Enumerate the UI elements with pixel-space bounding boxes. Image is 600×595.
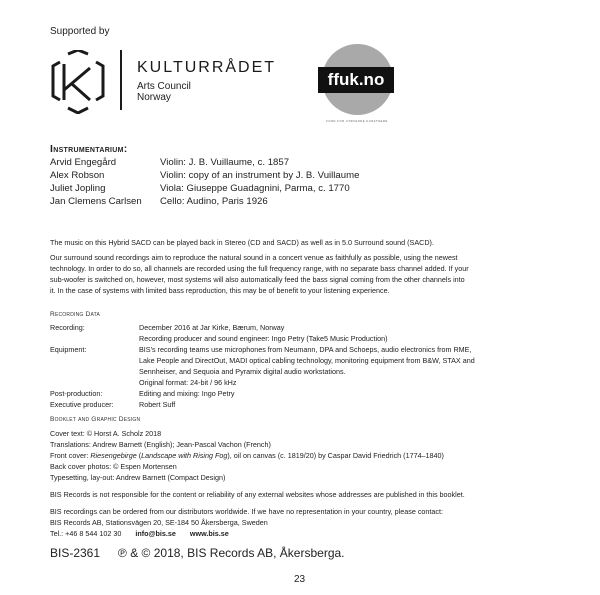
recording-row: [50, 399, 570, 410]
row-value: Robert Suff: [139, 400, 176, 409]
instrument-row: [50, 156, 290, 169]
instrument: Cello: Audino, Paris 1926: [160, 196, 268, 207]
disclaimer: BIS Records is not responsible for the content or reliability of any external websites whose addresses are published in this booklet.: [50, 490, 465, 499]
contact-website[interactable]: www.bis.se: [189, 529, 229, 538]
supported-by-label: Supported by: [50, 26, 110, 37]
player-name: Alex Robson: [50, 170, 105, 181]
player-name: Jan Clemens Carlsen: [50, 196, 142, 207]
ffuk-tagline: FOND FOR UTØVENDE KUNSTNERE: [326, 120, 388, 123]
recording-data-table: [50, 322, 570, 410]
recording-row: [50, 322, 570, 344]
front-cover-prefix: Front cover:: [50, 451, 91, 460]
copyright: ℗ & © 2018, BIS Records AB, Åkersberga.: [118, 546, 345, 560]
row-label: Recording:: [50, 323, 85, 332]
back-cover-credit: Back cover photos: © Espen Mortensen: [50, 462, 177, 471]
booklet-credits: [50, 428, 444, 483]
row-value: Original format: 24-bit / 96 kHz: [139, 378, 237, 387]
row-value: Sennheiser, and Sequoia and Pyramix digital audio workstations.: [139, 367, 346, 376]
ffuk-name: ffuk.no: [318, 67, 394, 93]
painting-subtitle: Landscape with Rising Fog: [141, 451, 228, 460]
catalog-number: BIS-2361: [50, 546, 101, 560]
row-value: Recording producer and sound engineer: Ingo Petry (Take5 Music Production): [139, 334, 388, 343]
copyright-line: [50, 546, 345, 560]
cover-text-credit: Cover text: © Horst A. Scholz 2018: [50, 429, 162, 438]
row-value: Lake People and DirectOut, MADI optical cabling technology, monitoring equipment from B&W, STAX and: [139, 356, 475, 365]
surround-note: [50, 252, 469, 296]
kulturradet-k-icon: [50, 50, 106, 114]
instrumentarium-table: [50, 156, 360, 208]
instrumentarium-heading: Instrumentarium:: [50, 143, 128, 155]
surround-line: it. In the case of systems with limited bass reproduction, this may be of benefit to your listening experience.: [50, 286, 390, 295]
page-number: 23: [294, 574, 306, 585]
instrument: Violin: copy of an instrument by J. B. Vuillaume: [160, 170, 360, 181]
surround-line: Our surround sound recordings aim to reproduce the natural sound in a concert venue as faithfully as possible, using the newest: [50, 253, 458, 262]
recording-data-heading: Recording Data: [50, 311, 101, 318]
player-name: Arvid Engegård: [50, 157, 117, 168]
typesetting-credit: Typesetting, lay-out: Andrew Barnett (Compact Design): [50, 473, 226, 482]
front-cover-rest: ), oil on canvas (c. 1819/20) by Caspar David Friedrich (1774–1840): [227, 451, 444, 460]
row-label: Executive producer:: [50, 400, 114, 409]
row-label: Equipment:: [50, 345, 87, 354]
row-value: Editing and mixing: Ingo Petry: [139, 389, 235, 398]
paren: (: [136, 451, 142, 460]
contact-info: [50, 506, 443, 539]
sacd-note: The music on this Hybrid SACD can be played back in Stereo (CD and SACD) as well as in 5.0 Surround sound (SACD).: [50, 238, 434, 247]
instrument: Viola: Giuseppe Guadagnini, Parma, c. 1770: [160, 183, 350, 194]
contact-email[interactable]: info@bis.se: [135, 529, 176, 538]
kulturradet-name: KULTURRÅDET: [137, 59, 277, 76]
painting-title: Riesengebirge: [90, 451, 137, 460]
kulturradet-line1: Arts Council: [137, 81, 191, 92]
logo-divider: [120, 50, 122, 110]
recording-row: [50, 344, 570, 388]
instrument-row: [50, 169, 360, 182]
instrument: Violin: J. B. Vuillaume, c. 1857: [160, 157, 290, 168]
booklet-heading: Booklet and Graphic Design: [50, 416, 141, 423]
recording-row: [50, 388, 570, 399]
contact-line: BIS recordings can be ordered from our distributors worldwide. If we have no representation in your country, please contact:: [50, 507, 443, 516]
surround-line: technology. In order to do so, all channels are recorded using the full frequency range, with no separate bass channel added. If your: [50, 264, 469, 273]
front-cover-credit: [50, 450, 444, 461]
row-label: Post-production:: [50, 389, 103, 398]
surround-line: sub-woofer is switched on, however, most systems will also automatically feed the bass signal coming from the other channels into: [50, 275, 465, 284]
instrument-row: [50, 195, 268, 208]
player-name: Juliet Jopling: [50, 183, 106, 194]
kulturradet-line2: Norway: [137, 92, 171, 103]
contact-address: BIS Records AB, Stationsvägen 20, SE-184 50 Åkersberga, Sweden: [50, 518, 268, 527]
instrument-row: [50, 182, 350, 195]
row-value: December 2016 at Jar Kirke, Bærum, Norway: [139, 323, 285, 332]
contact-tel: Tel.: +46 8 544 102 30: [50, 529, 122, 538]
row-value: BIS's recording teams use microphones from Neumann, DPA and Schoeps, audio electronics from RME,: [139, 345, 472, 354]
translations-credit: Translations: Andrew Barnett (English); Jean-Pascal Vachon (French): [50, 440, 271, 449]
